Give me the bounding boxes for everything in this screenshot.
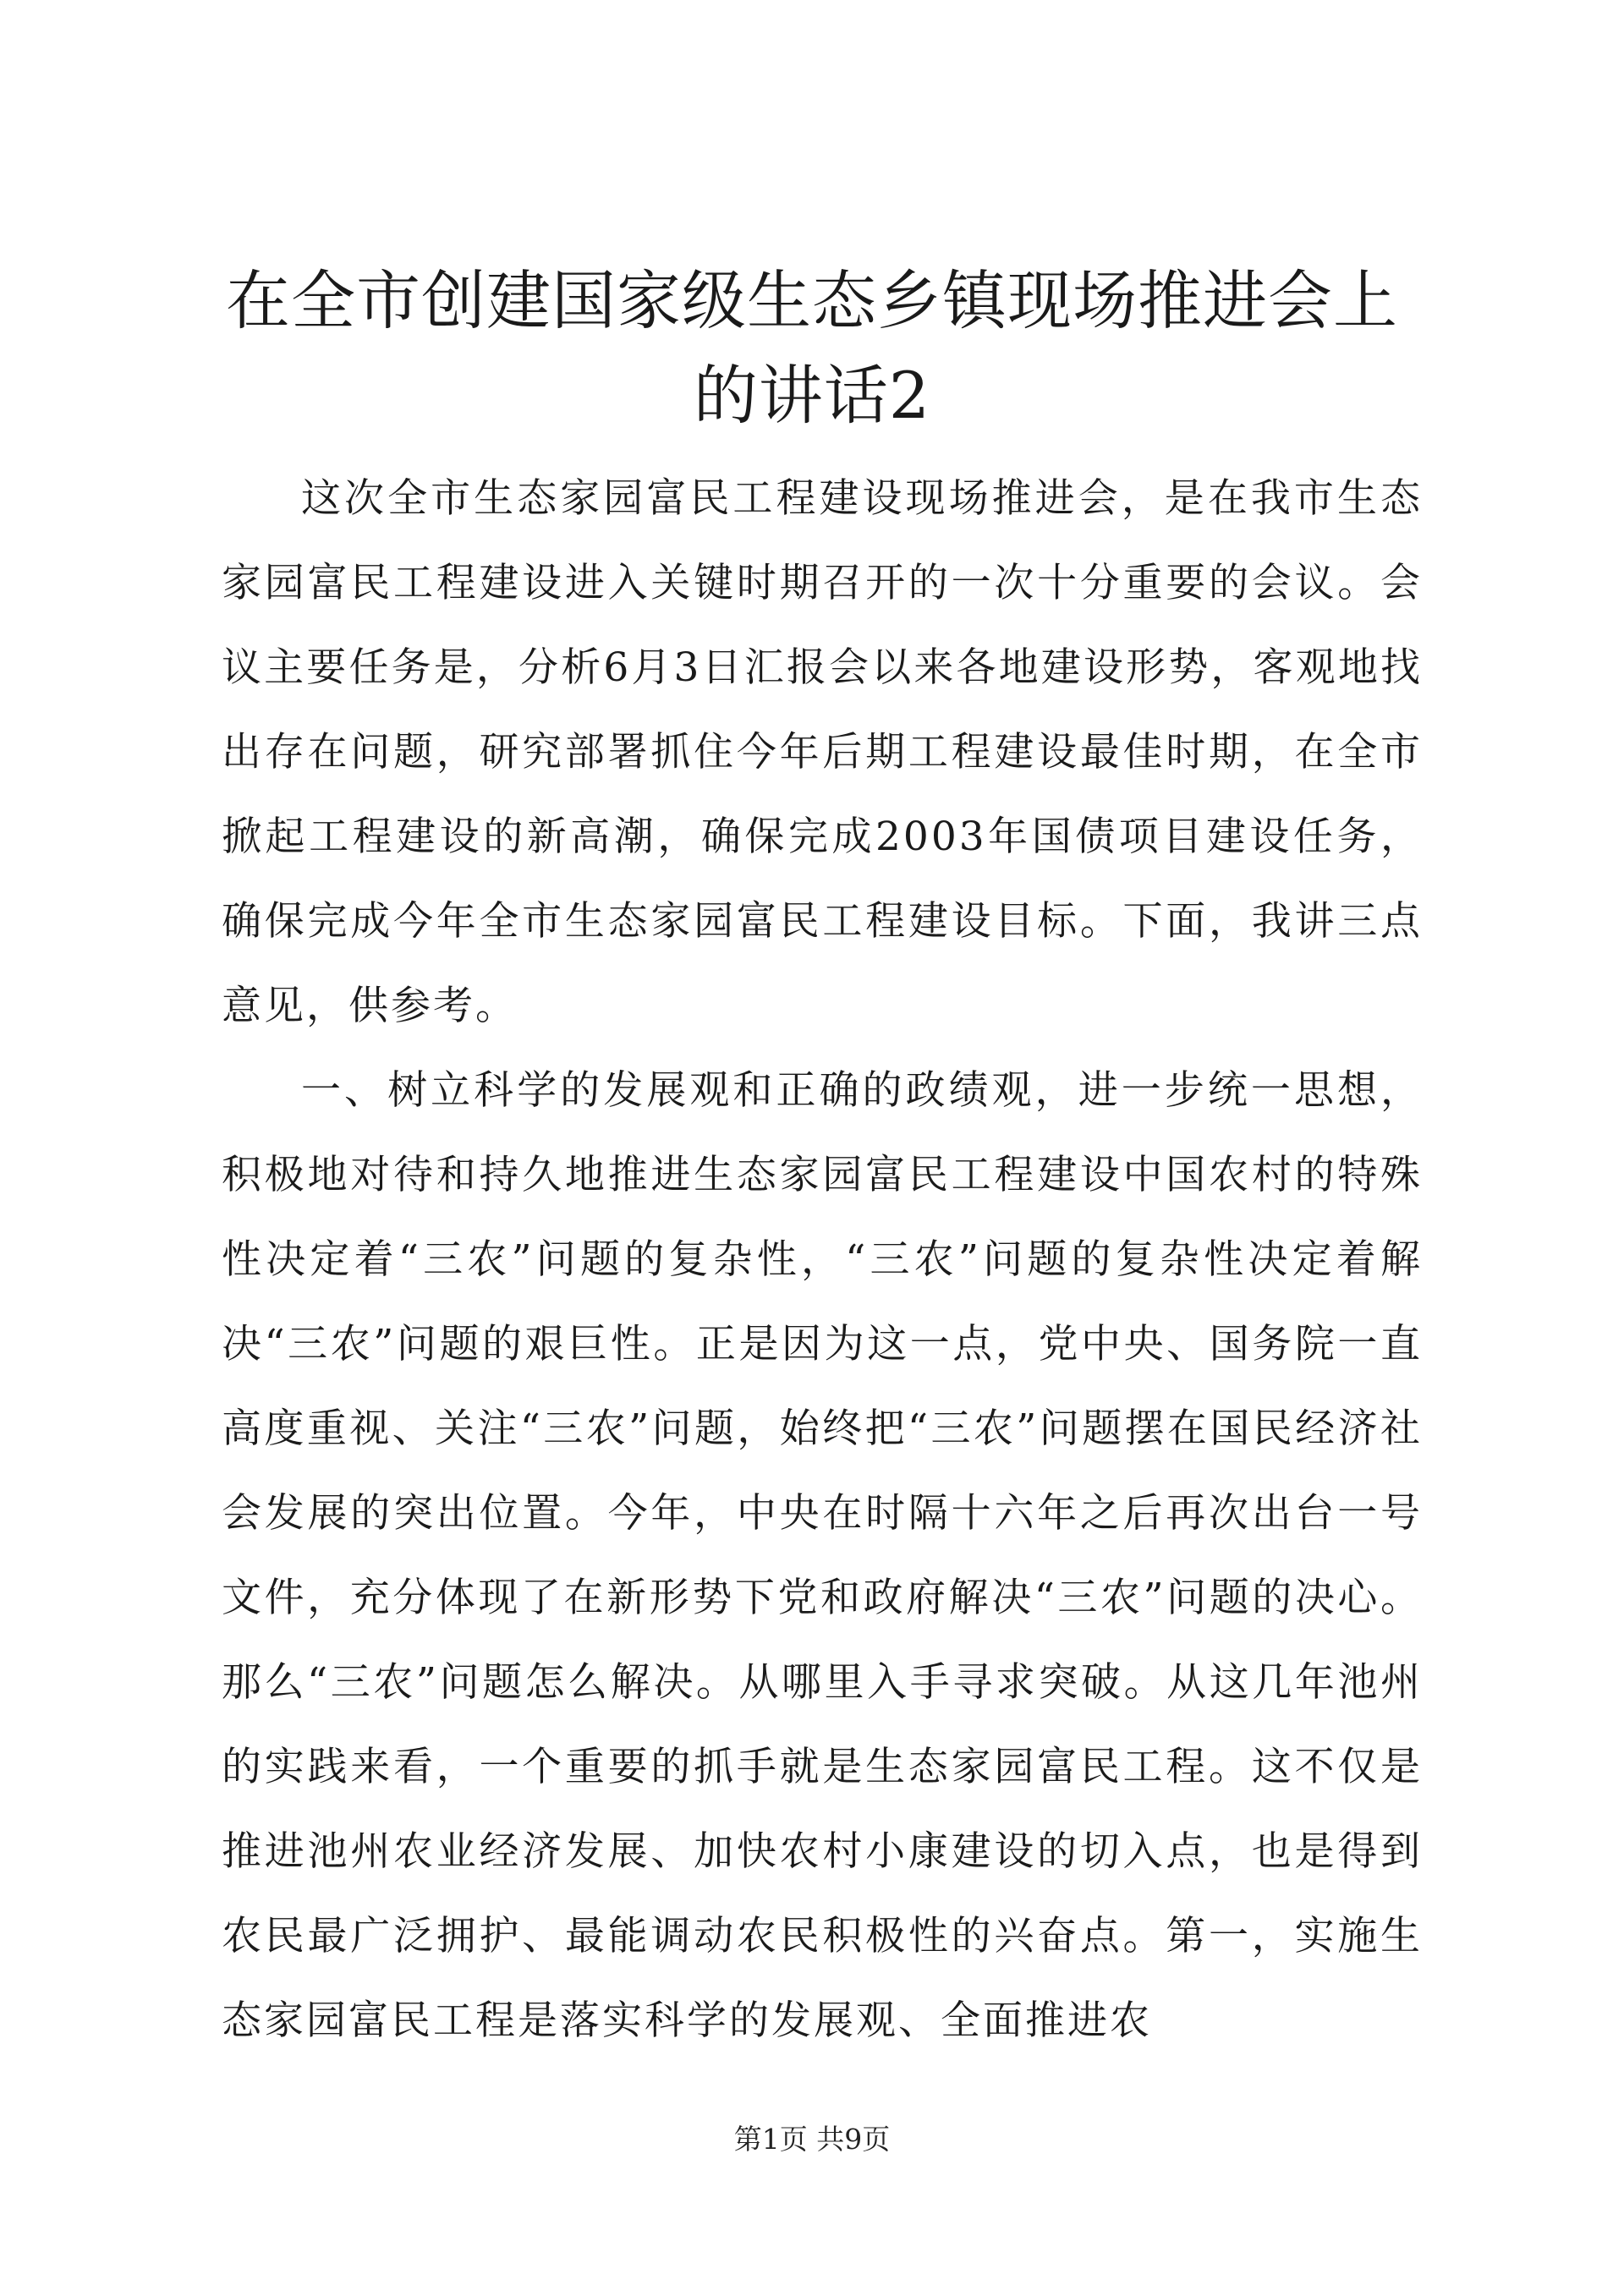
document-body	[222, 457, 1423, 2063]
page-footer: 第1页 共9页	[733, 2123, 891, 2156]
paragraph-intro: 这次全市生态家园富民工程建设现场推进会，是在我市生态家园富民工程建设进入关键时期召开的一次十分重要的会议。会议主要任务是，分析6月3日汇报会以来各地建设形势，客观地找出存在问题，研究部署抓住今年后期工程建设最佳时期，在全市掀起工程建设的新高潮，确保完成2003年国债项目建设任务，确保完成今年全市生态家园富民工程建设目标。下面，我讲三点意见，供参考。	[222, 475, 1423, 1029]
paragraph-section-one: 一、树立科学的发展观和正确的政绩观，进一步统一思想，积极地对待和持久地推进生态家园富民工程建设中国农村的特殊性决定着“三农”问题的复杂性，“三农”问题的复杂性决定着解决“三农”问题的艰巨性。正是因为这一点，党中央、国务院一直高度重视、关注“三农”问题，始终把“三农”问题摆在国民经济社会发展的突出位置。今年，中央在时隔十六年之后再次出台一号文件，充分体现了在新形势下党和政府解决“三农”问题的决心。那么“三农”问题怎么解决。从哪里入手寻求突破。从这几年池州的实践来看，一个重要的抓手就是生态家园富民工程。这不仅是推进池州农业经济发展、加快农村小康建设的切入点，也是得到农民最广泛拥护、最能调动农民积极性的兴奋点。第一，实施生态家园富民工程是落实科学的发展观、全面推进农	[222, 1067, 1423, 2044]
document-title: 在全市创建国家级生态乡镇现场推进会上的讲话2	[226, 263, 1398, 433]
